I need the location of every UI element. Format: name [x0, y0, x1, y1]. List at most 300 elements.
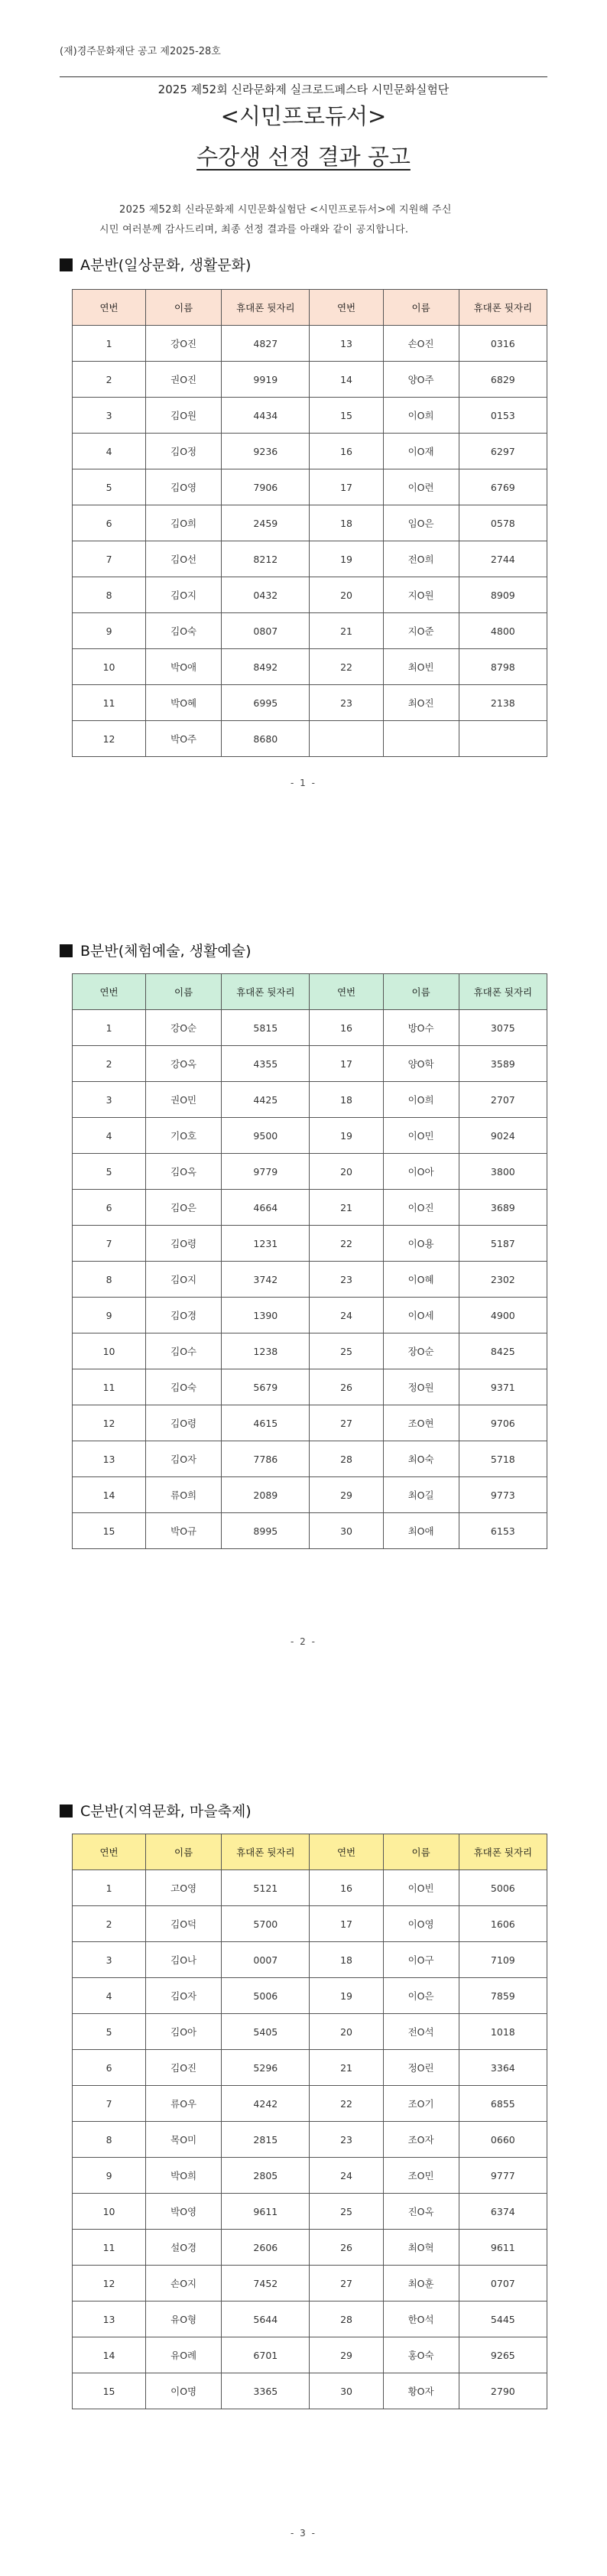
table-row	[73, 1441, 547, 1477]
table-cell: 0578	[459, 505, 547, 541]
table-cell: 권O진	[146, 362, 222, 398]
square-bullet-icon	[60, 944, 73, 957]
table-cell: 3689	[459, 1190, 547, 1226]
table-row	[73, 326, 547, 362]
table-cell: 임O은	[383, 505, 459, 541]
table-cell	[459, 721, 547, 757]
page-number: - 3 -	[291, 2528, 316, 2539]
table-cell: 홍O숙	[383, 2337, 459, 2373]
table-cell: 김O영	[146, 469, 222, 505]
table-cell: 5	[73, 2014, 146, 2050]
table-cell: 조O민	[383, 2158, 459, 2194]
table-row	[73, 1906, 547, 1942]
table-cell: 0007	[222, 1942, 310, 1978]
intro-line-1: 2025 제52회 신라문화제 시민문화실험단 <시민프로듀서>에 지원해 주신	[119, 204, 452, 216]
table-cell: 김O은	[146, 1190, 222, 1226]
table-row	[73, 1226, 547, 1262]
table-cell: 0153	[459, 398, 547, 434]
table-cell: 이O진	[383, 1190, 459, 1226]
table-header-row	[73, 1834, 547, 1870]
table-row	[73, 1405, 547, 1441]
table-cell: 5815	[222, 1010, 310, 1046]
table-row	[73, 1978, 547, 2014]
table-cell: 2707	[459, 1082, 547, 1118]
table-row	[73, 1082, 547, 1118]
table-cell: 11	[73, 2230, 146, 2266]
table-cell: 손O진	[383, 326, 459, 362]
table-cell: 15	[310, 398, 383, 434]
table-cell: 5	[73, 469, 146, 505]
table-cell: 10	[73, 1333, 146, 1369]
table-cell: 18	[310, 1082, 383, 1118]
section-c-table	[72, 1834, 547, 2409]
table-row	[73, 1046, 547, 1082]
table-cell: 김O옥	[146, 1154, 222, 1190]
table-cell: 9919	[222, 362, 310, 398]
table-cell: 4355	[222, 1046, 310, 1082]
table-cell: 4800	[459, 613, 547, 649]
table-cell: 5296	[222, 2050, 310, 2086]
table-cell: 9236	[222, 434, 310, 469]
table-row	[73, 577, 547, 613]
table-cell: 최O애	[383, 1513, 459, 1549]
table-row	[73, 1870, 547, 1906]
table-cell: 유O례	[146, 2337, 222, 2373]
section-c-title: C분반(지역문화, 마을축제)	[80, 1803, 252, 1820]
table-cell: 이O구	[383, 1942, 459, 1978]
table-cell: 4425	[222, 1082, 310, 1118]
table-cell: 6	[73, 505, 146, 541]
table-cell: 김O정	[146, 434, 222, 469]
table-cell: 27	[310, 2266, 383, 2302]
table-cell: 박O애	[146, 649, 222, 685]
table-cell: 2	[73, 1906, 146, 1942]
table-cell: 9371	[459, 1369, 547, 1405]
table-cell: 6	[73, 2050, 146, 2086]
table-cell: 김O숙	[146, 1369, 222, 1405]
table-cell: 5700	[222, 1906, 310, 1942]
table-cell: 6701	[222, 2337, 310, 2373]
table-cell: 김O지	[146, 1262, 222, 1298]
table-cell: 16	[310, 1010, 383, 1046]
table-cell: 7906	[222, 469, 310, 505]
table-cell: 김O숙	[146, 613, 222, 649]
table-row	[73, 2014, 547, 2050]
table-cell: 9779	[222, 1154, 310, 1190]
table-cell: 19	[310, 1118, 383, 1154]
table-cell: 류O희	[146, 1477, 222, 1513]
table-cell: 13	[310, 326, 383, 362]
title-announcement: 수강생 선정 결과 공고	[196, 144, 411, 170]
column-header: 휴대폰 뒷자리	[459, 1834, 547, 1870]
table-cell: 24	[310, 1298, 383, 1333]
table-row	[73, 362, 547, 398]
table-row	[73, 434, 547, 469]
column-header: 연번	[310, 1834, 383, 1870]
table-cell: 최O길	[383, 1477, 459, 1513]
table-row	[73, 2086, 547, 2122]
table-cell: 9	[73, 613, 146, 649]
table-cell: 12	[73, 1405, 146, 1441]
table-cell: 양O주	[383, 362, 459, 398]
table-cell: 전O석	[383, 2014, 459, 2050]
column-header: 연번	[73, 974, 146, 1010]
table-cell: 김O자	[146, 1441, 222, 1477]
table-cell: 4	[73, 1118, 146, 1154]
table-cell: 9611	[222, 2194, 310, 2230]
table-cell: 2089	[222, 1477, 310, 1513]
table-cell: 7859	[459, 1978, 547, 2014]
section-c-heading	[60, 1800, 252, 1821]
section-a-title: A분반(일상문화, 생활문화)	[80, 257, 252, 274]
table-cell: 5	[73, 1154, 146, 1190]
column-header: 이름	[383, 974, 459, 1010]
table-row	[73, 541, 547, 577]
table-row	[73, 2194, 547, 2230]
table-cell: 1	[73, 326, 146, 362]
table-cell: 14	[73, 1477, 146, 1513]
column-header: 이름	[383, 1834, 459, 1870]
table-cell: 목O미	[146, 2122, 222, 2158]
table-cell: 이O용	[383, 1226, 459, 1262]
table-cell: 최O훈	[383, 2266, 459, 2302]
table-row	[73, 721, 547, 757]
table-cell: 23	[310, 685, 383, 721]
table-cell: 2	[73, 362, 146, 398]
header-rule-top	[60, 76, 547, 77]
table-cell: 이O빈	[383, 1870, 459, 1906]
table-row	[73, 613, 547, 649]
table-cell: 김O원	[146, 398, 222, 434]
table-cell: 6374	[459, 2194, 547, 2230]
table-cell: 9706	[459, 1405, 547, 1441]
table-cell: 14	[73, 2337, 146, 2373]
table-cell: 16	[310, 1870, 383, 1906]
table-cell: 21	[310, 1190, 383, 1226]
table-cell: 9611	[459, 2230, 547, 2266]
table-cell: 설O경	[146, 2230, 222, 2266]
table-row	[73, 398, 547, 434]
table-cell: 12	[73, 2266, 146, 2302]
table-cell: 6995	[222, 685, 310, 721]
table-cell: 17	[310, 469, 383, 505]
table-cell: 황O자	[383, 2373, 459, 2409]
table-row	[73, 2122, 547, 2158]
table-cell: 4	[73, 434, 146, 469]
table-cell: 7786	[222, 1441, 310, 1477]
table-cell: 9265	[459, 2337, 547, 2373]
table-cell: 조O기	[383, 2086, 459, 2122]
table-cell: 9777	[459, 2158, 547, 2194]
table-cell: 전O희	[383, 541, 459, 577]
table-cell: 10	[73, 649, 146, 685]
table-cell: 14	[310, 362, 383, 398]
table-cell: 김O덕	[146, 1906, 222, 1942]
table-cell: 28	[310, 1441, 383, 1477]
table-cell: 22	[310, 2086, 383, 2122]
table-cell: 손O지	[146, 2266, 222, 2302]
table-cell: 1018	[459, 2014, 547, 2050]
table-cell: 김O수	[146, 1333, 222, 1369]
table-header-row	[73, 974, 547, 1010]
table-cell: 21	[310, 613, 383, 649]
table-cell: 6297	[459, 434, 547, 469]
table-cell: 방O수	[383, 1010, 459, 1046]
table-cell: 20	[310, 1154, 383, 1190]
table-cell: 13	[73, 1441, 146, 1477]
table-cell: 2302	[459, 1262, 547, 1298]
table-cell: 0807	[222, 613, 310, 649]
table-cell: 8492	[222, 649, 310, 685]
table-cell: 29	[310, 2337, 383, 2373]
table-row	[73, 2158, 547, 2194]
table-cell: 이O혜	[383, 1262, 459, 1298]
table-cell: 4664	[222, 1190, 310, 1226]
table-cell: 20	[310, 2014, 383, 2050]
table-cell: 5405	[222, 2014, 310, 2050]
table-row	[73, 2266, 547, 2302]
table-cell: 양O학	[383, 1046, 459, 1082]
table-cell: 1	[73, 1870, 146, 1906]
table-cell: 5006	[459, 1870, 547, 1906]
table-cell: 5121	[222, 1870, 310, 1906]
table-cell: 0432	[222, 577, 310, 613]
table-cell: 진O옥	[383, 2194, 459, 2230]
column-header: 이름	[146, 1834, 222, 1870]
table-cell: 강O순	[146, 1010, 222, 1046]
table-cell: 기O호	[146, 1118, 222, 1154]
table-cell: 15	[73, 2373, 146, 2409]
column-header: 휴대폰 뒷자리	[222, 1834, 310, 1870]
table-cell: 22	[310, 1226, 383, 1262]
page-3	[0, 1717, 607, 2576]
table-cell: 4242	[222, 2086, 310, 2122]
table-cell: 15	[73, 1513, 146, 1549]
table-cell: 4615	[222, 1405, 310, 1441]
table-cell: 최O혁	[383, 2230, 459, 2266]
table-cell: 8909	[459, 577, 547, 613]
table-cell: 3589	[459, 1046, 547, 1082]
table-cell: 장O순	[383, 1333, 459, 1369]
table-cell: 2459	[222, 505, 310, 541]
table-cell: 이O세	[383, 1298, 459, 1333]
table-cell: 5718	[459, 1441, 547, 1477]
table-cell: 박O규	[146, 1513, 222, 1549]
column-header: 휴대폰 뒷자리	[459, 290, 547, 326]
table-cell: 최O빈	[383, 649, 459, 685]
table-cell: 2	[73, 1046, 146, 1082]
table-cell: 0316	[459, 326, 547, 362]
table-cell: 김O아	[146, 2014, 222, 2050]
column-header: 휴대폰 뒷자리	[459, 974, 547, 1010]
table-cell: 정O린	[383, 2050, 459, 2086]
page-number: - 2 -	[291, 1636, 316, 1647]
column-header: 연번	[73, 1834, 146, 1870]
section-b-table	[72, 973, 547, 1549]
table-cell: 27	[310, 1405, 383, 1441]
table-cell: 박O영	[146, 2194, 222, 2230]
table-row	[73, 505, 547, 541]
table-cell: 6829	[459, 362, 547, 398]
table-cell: 6855	[459, 2086, 547, 2122]
table-cell: 2790	[459, 2373, 547, 2409]
table-cell: 강O옥	[146, 1046, 222, 1082]
table-cell: 1	[73, 1010, 146, 1046]
table-cell: 9500	[222, 1118, 310, 1154]
table-cell: 정O원	[383, 1369, 459, 1405]
table-cell: 2744	[459, 541, 547, 577]
table-row	[73, 1942, 547, 1978]
table-cell: 1238	[222, 1333, 310, 1369]
table-cell: 9	[73, 1298, 146, 1333]
column-header: 휴대폰 뒷자리	[222, 290, 310, 326]
table-cell: 9773	[459, 1477, 547, 1513]
column-header: 연번	[310, 290, 383, 326]
table-cell: 강O진	[146, 326, 222, 362]
table-cell: 1606	[459, 1906, 547, 1942]
page-2	[0, 859, 607, 1717]
column-header: 연번	[73, 290, 146, 326]
table-cell: 8	[73, 2122, 146, 2158]
table-row	[73, 685, 547, 721]
table-row	[73, 2050, 547, 2086]
table-cell: 5644	[222, 2302, 310, 2337]
table-cell: 8	[73, 577, 146, 613]
intro-paragraph	[99, 200, 512, 240]
table-cell: 이O영	[383, 1906, 459, 1942]
table-cell: 김O희	[146, 505, 222, 541]
table-cell: 8680	[222, 721, 310, 757]
table-cell: 박O혜	[146, 685, 222, 721]
table-row	[73, 1477, 547, 1513]
column-header: 이름	[146, 290, 222, 326]
table-cell: 10	[73, 2194, 146, 2230]
table-cell: 김O령	[146, 1405, 222, 1441]
table-cell: 3	[73, 1082, 146, 1118]
table-cell: 8	[73, 1262, 146, 1298]
table-cell: 유O형	[146, 2302, 222, 2337]
table-row	[73, 1298, 547, 1333]
section-b-title: B분반(체험예술, 생활예술)	[80, 943, 252, 960]
table-cell: 이O아	[383, 1154, 459, 1190]
table-cell: 20	[310, 577, 383, 613]
table-cell: 7452	[222, 2266, 310, 2302]
table-cell: 11	[73, 1369, 146, 1405]
table-cell: 3075	[459, 1010, 547, 1046]
table-cell: 22	[310, 649, 383, 685]
table-cell: 2815	[222, 2122, 310, 2158]
table-cell: 26	[310, 1369, 383, 1405]
table-cell: 1390	[222, 1298, 310, 1333]
table-cell: 지O준	[383, 613, 459, 649]
table-row	[73, 1333, 547, 1369]
table-cell	[383, 721, 459, 757]
section-a-heading	[60, 254, 251, 274]
table-cell: 김O진	[146, 2050, 222, 2086]
table-cell: 0707	[459, 2266, 547, 2302]
table-cell: 5445	[459, 2302, 547, 2337]
table-cell: 16	[310, 434, 383, 469]
table-row	[73, 1513, 547, 1549]
table-cell: 25	[310, 2194, 383, 2230]
table-row	[73, 2373, 547, 2409]
table-cell: 류O우	[146, 2086, 222, 2122]
table-cell: 김O나	[146, 1942, 222, 1978]
table-cell: 최O진	[383, 685, 459, 721]
table-cell: 조O자	[383, 2122, 459, 2158]
square-bullet-icon	[60, 1804, 73, 1817]
table-cell: 6	[73, 1190, 146, 1226]
table-cell: 11	[73, 685, 146, 721]
table-cell: 1231	[222, 1226, 310, 1262]
table-cell: 7109	[459, 1942, 547, 1978]
table-cell: 2138	[459, 685, 547, 721]
table-cell: 조O현	[383, 1405, 459, 1441]
table-row	[73, 1190, 547, 1226]
table-cell: 3800	[459, 1154, 547, 1190]
table-row	[73, 1262, 547, 1298]
table-cell: 김O지	[146, 577, 222, 613]
table-cell: 3364	[459, 2050, 547, 2086]
table-row	[73, 2230, 547, 2266]
table-cell: 0660	[459, 2122, 547, 2158]
table-row	[73, 1154, 547, 1190]
table-cell: 이O명	[146, 2373, 222, 2409]
table-cell: 19	[310, 541, 383, 577]
table-row	[73, 649, 547, 685]
table-cell	[310, 721, 383, 757]
table-cell: 박O희	[146, 2158, 222, 2194]
organization-line: 2025 제52회 신라문화제 실크로드페스타 시민문화실험단	[157, 83, 450, 96]
table-cell: 김O령	[146, 1226, 222, 1262]
table-cell: 이O희	[383, 398, 459, 434]
table-cell: 5006	[222, 1978, 310, 2014]
table-row	[73, 1010, 547, 1046]
table-cell: 이O은	[383, 1978, 459, 2014]
table-row	[73, 469, 547, 505]
section-b-heading	[60, 940, 251, 960]
table-cell: 8995	[222, 1513, 310, 1549]
table-row	[73, 2337, 547, 2373]
table-cell: 12	[73, 721, 146, 757]
table-cell: 권O민	[146, 1082, 222, 1118]
table-cell: 24	[310, 2158, 383, 2194]
table-cell: 4827	[222, 326, 310, 362]
table-cell: 30	[310, 2373, 383, 2409]
table-cell: 김O경	[146, 1298, 222, 1333]
table-cell: 17	[310, 1046, 383, 1082]
table-cell: 7	[73, 541, 146, 577]
table-cell: 4	[73, 1978, 146, 2014]
page-number: - 1 -	[291, 778, 316, 788]
table-cell: 8798	[459, 649, 547, 685]
section-a-table	[72, 289, 547, 757]
table-cell: 9024	[459, 1118, 547, 1154]
table-header-row	[73, 290, 547, 326]
table-row	[73, 1118, 547, 1154]
table-cell: 3	[73, 398, 146, 434]
table-row	[73, 2302, 547, 2337]
table-row	[73, 1369, 547, 1405]
table-cell: 28	[310, 2302, 383, 2337]
column-header: 연번	[310, 974, 383, 1010]
table-cell: 19	[310, 1978, 383, 2014]
table-cell: 김O자	[146, 1978, 222, 2014]
table-cell: 최O숙	[383, 1441, 459, 1477]
table-cell: 30	[310, 1513, 383, 1549]
table-cell: 이O재	[383, 434, 459, 469]
table-cell: 이O민	[383, 1118, 459, 1154]
